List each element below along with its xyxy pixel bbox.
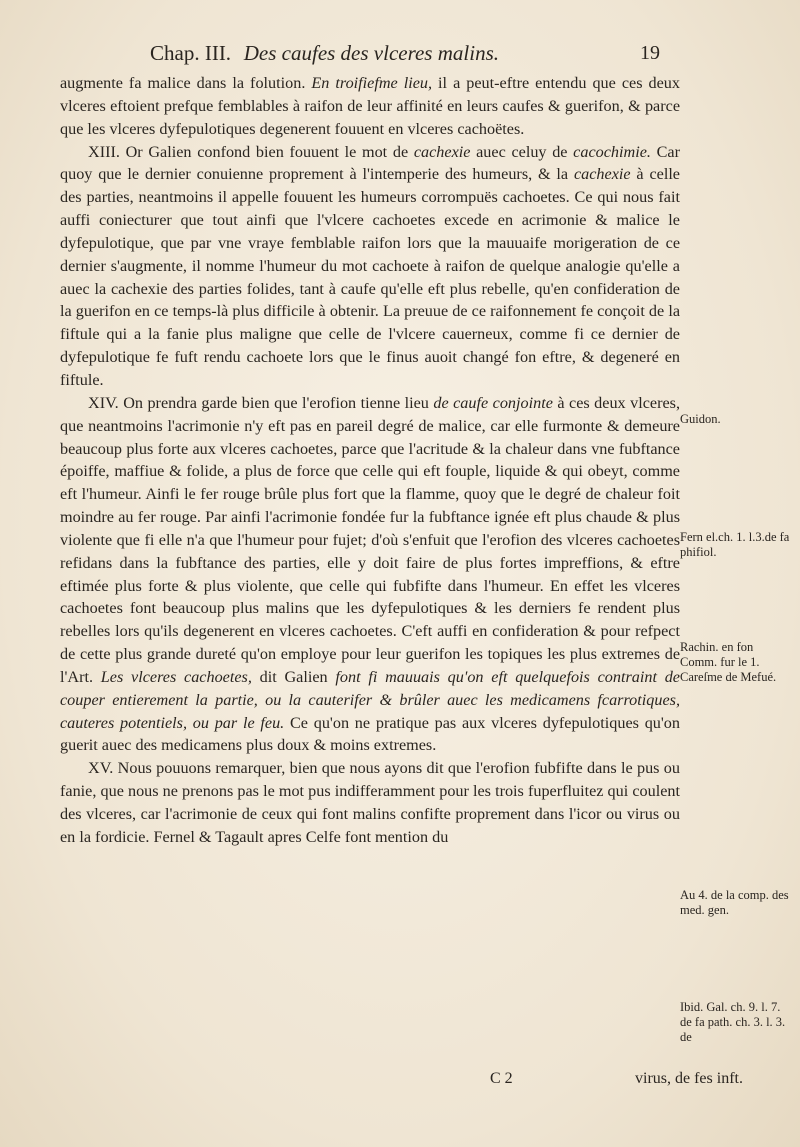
margin-note: Guidon.	[680, 412, 721, 426]
margin-note: Rachin. en fon Comm. fur le 1. Careſme de Mefué.	[680, 640, 777, 684]
paragraph	[60, 141, 680, 392]
text-run: à ces deux vlceres, que neantmoins l'acrimonie n'y eft pas en pareil degré de malice, car elle furmonte & demeure beaucoup plus forte aux vlceres cachoetes, parce que l'acritude & la chaleur dans vne fubftance époiffe, maffiue & folide, a plus de force que celle qui eft fouple, liquide & qui obeyt, comme eft l'humeur. Ainfi le fer rouge brûle plus fort que la flamme, quoy que le degré de chaleur foit moindre au fer rouge. Par ainfi l'acrimonie fondée fur la fubftance ignée eft plus chaude & plus violente que fi elle n'a que l'humeur pour fujet; d'où s'enfuit que l'erofion des vlceres cachoetes refidans dans la fubftance des parties, elle y doit faire de plus fortes impreffions, & eftre eftimée plus forte & plus violente, que celle qui fubfifte dans l'humeur. En effet les vlceres cachoetes font beaucoup plus malins que les dyfepulotiques & les derniers fe rendent plus rebelles lors qu'ils degenerent en vlceres cachoetes. C'eft auffi en confideration & pour refpect de cette plus grande dureté qu'on employe pour leur guerifon les topiques les plus extremes de l'Art.	[60, 393, 680, 686]
page-number: 19	[640, 42, 660, 64]
text-run: augmente fa malice dans la folution.	[60, 74, 312, 92]
paragraph	[60, 72, 680, 141]
paragraph	[60, 757, 680, 848]
text-run: Ce qu'on ne pratique pas aux vlceres dyfepulotiques qu'on guerit auec des medicamens plus doux & moins extremes.	[60, 713, 680, 755]
margin-note: Ibid. Gal. ch. 9. l. 7. de fa path. ch. 3. l. 3. de	[680, 1000, 786, 1044]
margin-note: Fern el.ch. 1. l.3.de fa phifiol.	[680, 530, 790, 559]
italic-text: cachexie	[573, 165, 631, 184]
italic-text: de caufe conjointe	[433, 393, 553, 412]
text-run: XIV. On prendra garde bien que l'erofion tienne lieu	[88, 393, 434, 412]
running-head	[150, 40, 660, 66]
italic-text: En troifiefme lieu,	[311, 74, 433, 92]
catchword: virus, de fes inft.	[635, 1070, 743, 1087]
text-run: dit Galien	[251, 667, 336, 686]
italic-text: Les vlceres cachoetes,	[100, 667, 252, 686]
text-run: auec celuy de	[470, 142, 574, 161]
main-text	[60, 72, 680, 849]
italic-text: cachexie	[413, 142, 471, 161]
text-run: XV. Nous pouuons remarquer, bien que nous ayons dit que l'erofion fubfifte dans le pus ou fanie, que nous ne prenons pas le mot pus indifferamment pour les trois fuperfluitez qui coulent des vlceres, car l'acrimonie de ceux qui font malins confifte proprement dans l'icor ou virus ou en la fordicie. Fernel & Tagault apres Celfe font mention du	[60, 759, 680, 846]
italic-text: font fi mauuais qu'on eft quelquefois contraint de couper entierement la partie, ou la cauterifer & brûler auec les medicamens fcarrotiques, cauteres potentiels, ou par le feu.	[60, 667, 680, 732]
margin-note: Au 4. de la comp. des med. gen.	[680, 888, 789, 917]
italic-text: cacochimie.	[573, 142, 651, 161]
text-run: il a peut-eftre entendu que ces deux vlceres eftoient prefque femblables à raifon de leur affinité en leurs caufes & guerifon, & parce que les vlceres dyfepulotiques degenerent fouuent en vlceres cachoëtes.	[60, 74, 680, 138]
paragraph	[60, 392, 680, 758]
chapter-title: Des caufes des vlceres malins.	[243, 41, 499, 65]
text-run: Car quoy que le dernier conuienne proprement à l'intemperie des humeurs, & la	[60, 142, 680, 184]
text-run: XIII. Or Galien confond bien fouuent le mot de	[88, 142, 414, 161]
chapter-label: Chap. III.	[150, 41, 232, 65]
text-run: à celle des parties, neantmoins il appelle fouuent les humeurs corrompuës cachoetes. Ce qui nous fait auffi coniecturer que tout ainfi que l'vlcere cachoetes excede en acrimonie & malice le dyfepulotique, que par vne vraye femblable raifon lors que la mauuaife morigeration de ce dernier s'augmente, il nomme l'humeur du mot cachoete à raifon de quelque analogie qu'elle a auec la cachexie des parties folides, tant à caufe qu'elle eft plus rebelle, qu'en confideration de la guerifon en ce temps-là plus difficile à obtenir. La preuue de ce raifonnement fe conçoit de la fiftule qui a la fanie plus maligne que celle de l'vlcere cauerneux, comme fi ce dernier de dyfepulotique fe fuft rendu cachoete lors que le finus auoit changé fon eftre, & degeneré en fiftule.	[60, 165, 680, 389]
signature-mark: C 2	[490, 1070, 513, 1087]
